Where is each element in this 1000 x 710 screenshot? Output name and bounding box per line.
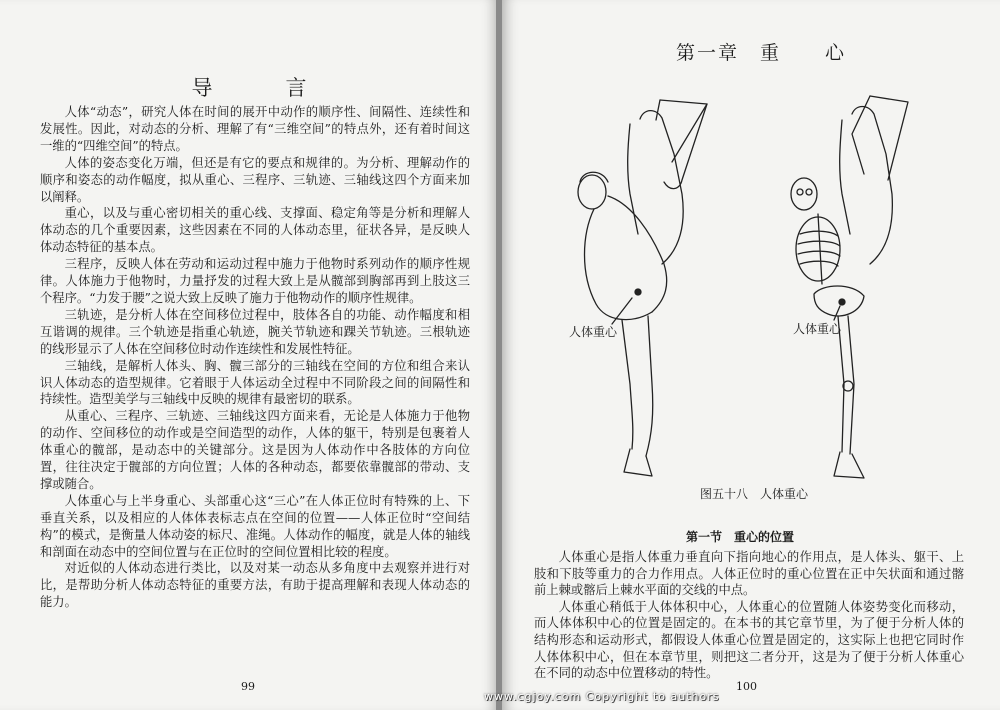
paragraph: 人体的姿态变化万端，但还是有它的要点和规律的。为分析、理解动作的顺序和姿态的动作幅度，拟从重心、三程序、三轨迹、三轴线这四个方面来加以阐释。 <box>40 155 470 204</box>
paragraph: 三轴线，是解析人体头、胸、髋三部分的三轴线在空间的方位和组合来认识人体动态的造型规律。它着眼于人体运动全过程中不同阶段之间的间隔性和持续性。造型美学与三轴线中反映的规律有最密切的联系。 <box>40 358 470 407</box>
watermark: www.cgjoy.com Copyright to authors <box>484 690 720 703</box>
chapter-title <box>676 38 846 65</box>
paragraph: 重心，以及与重心密切相关的重心线、支撑面、稳定角等是分析和理解人体动态的几个重要因素，这些因素在不同的人体动态里，征状各异，是反映人体动态特征的基本点。 <box>40 206 470 255</box>
paragraph: 人体“动态”，研究人体在时间的展开中动作的顺序性、间隔性、连续性和发展性。因此，对动态的分析、理解了有“三维空间”的特点外，还有着时间这一维的“四维空间”的特点。 <box>40 105 470 153</box>
left-page <box>0 0 498 710</box>
chapter-title-end: 心 <box>825 42 847 64</box>
chapter-title-main: 第一章 重 <box>676 42 782 64</box>
paragraph: 从重心、三程序、三轨迹、三轴线这四方面来看，无论是人体施力于他物的动作、空间移位的动作或是空间造型的动作，人体的躯干，特别是包裹着人体重心的髋部，是动态中的关键部分。这是因为人体动作中各肢体的方向位置，往往决定于髋部的方向位置；人体的各种动态，都要依靠髋部的带动、支撑或随合。 <box>40 409 470 491</box>
center-of-gravity-label-left: 人体重心 <box>569 325 618 339</box>
figure-caption: 图五十八 人体重心 <box>700 487 809 501</box>
dancer-outline-drawing <box>578 100 707 476</box>
center-of-gravity-figure <box>552 84 932 484</box>
intro-title: 导 言 <box>191 76 333 100</box>
section-body <box>534 549 964 682</box>
paragraph: 三程序，反映人体在劳动和运动过程中施力于他物时系列动作的顺序性规律。人体施力于他物时，力量抒发的过程大致上是从髋部到胸部再到上肢这三个程序。“力发于腰”之说大致上反映了施力于他物动作的顺序性规律。 <box>40 257 470 305</box>
paragraph: 三轨迹，是分析人体在空间移位过程中，肢体各自的功能、动作幅度和相互谐调的规律。三个轨迹是指重心轨迹，腕关节轨迹和踝关节轨迹。三根轨迹的线形显示了人体在空间移位时动作连续性和发展性特征。 <box>40 307 470 356</box>
page-number-right: 100 <box>736 680 757 693</box>
skeleton-drawing <box>791 96 908 478</box>
paragraph: 人体重心与上半身重心、头部重心这“三心”在人体正位时有特殊的上、下垂直关系，以及相应的人体体表标志点在空间的位置——人体正位时“空间结构”的模式，是衡量人体动姿的标尺、准绳。人体动作的幅度，就是人体的轴线和剖面在动态中的空间位置与在正位时的空间位置相比较的程度。 <box>40 493 470 559</box>
center-of-gravity-label-right: 人体重心 <box>793 322 842 336</box>
page-number-left: 99 <box>241 680 255 693</box>
paragraph: 人体重心是指人体重力垂直向下指向地心的作用点，是人体头、躯干、上肢和下肢等重力的合力作用点。人体正位时的重心位置在正中矢状面和通过髂前上棘或髂后上棘水平面的交线的中点。 <box>534 550 964 598</box>
intro-body <box>40 104 470 611</box>
section-title: 第一节 重心的位置 <box>686 530 795 544</box>
paragraph: 人体重心稍低于人体体积中心，人体重心的位置随人体姿势变化而移动，而人体体积中心的位置是固定的。在本书的其它章节里，为了便于分析人体的结构形态和运动形式，都假设人体重心位置是固定的，这实际上也把它同时作人体体积中心，但在本章节里，则把这二者分开，这是为了便于分析人体重心在不同的动态中位置移动的特性。 <box>534 599 964 681</box>
paragraph: 对近似的人体动态进行类比，以及对某一动态从多角度中去观察并进行对比，是帮助分析人体动态特征的重要方法，有助于提高理解和表现人体动态的能力。 <box>40 561 470 610</box>
